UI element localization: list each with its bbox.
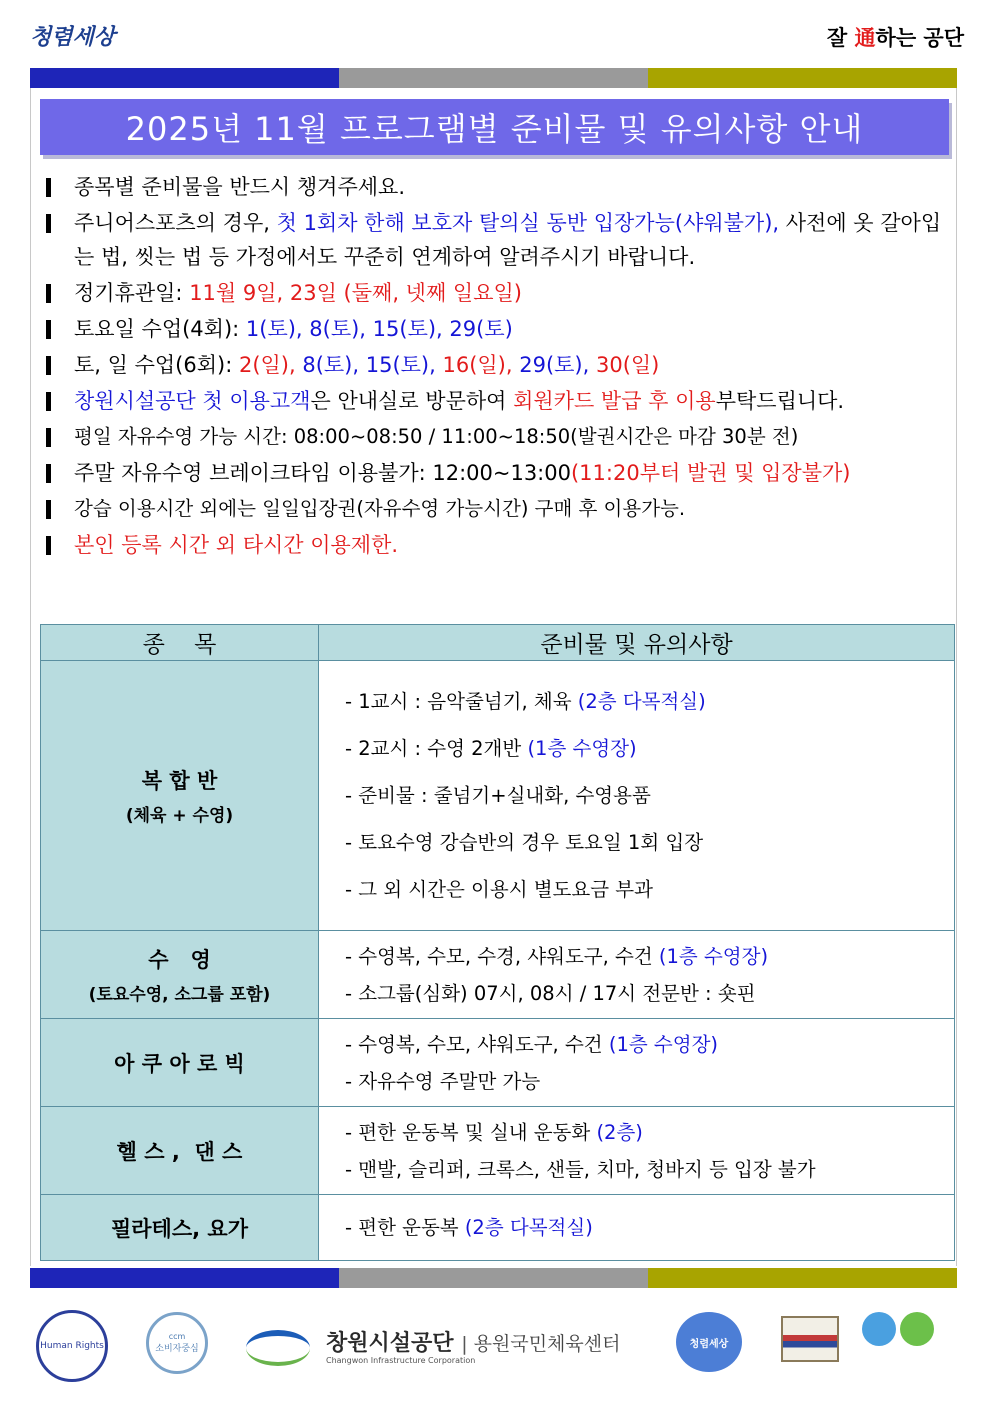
slogan-pre: 잘 [826, 26, 855, 50]
notice-text: 2(일), [238, 353, 303, 377]
program-name-cell [41, 661, 319, 931]
notice-item [44, 384, 944, 418]
detail-line [345, 1063, 953, 1100]
program-name-cell [41, 1195, 319, 1261]
integrity-badge-label: 청렴세상 [689, 1338, 729, 1350]
detail-location: (1층 수영장) [658, 944, 769, 968]
detail-location: (1층 수영장) [527, 737, 637, 760]
notice-text: 본인 등록 시간 외 타시간 이용제한. [74, 533, 399, 557]
header-details: 준비물 및 유의사항 [319, 625, 955, 661]
notice-text: 1(토), 8(토), 15(토), 29(토) [245, 317, 513, 341]
notice-text: 29(토), [519, 353, 596, 377]
detail-text: - 1교시 : 음악줄넘기, 체육 [345, 690, 578, 713]
detail-text: - 편한 운동복 및 실내 운동화 [345, 1120, 597, 1144]
detail-line [345, 1209, 953, 1246]
human-rights-badge [36, 1310, 108, 1382]
footer [0, 1300, 992, 1380]
detail-location: (1층 수영장) [608, 1032, 719, 1056]
notice-item [44, 420, 944, 454]
notice-item [44, 492, 944, 526]
notice-item [44, 170, 944, 204]
detail-text: - 맨발, 슬리퍼, 크록스, 샌들, 치마, 청바지 등 입장 불가 [345, 1157, 816, 1181]
notice-text: 주말 자유수영 브레이크타임 이용불가: 12:00~13:00 [74, 461, 571, 485]
detail-line [345, 1151, 953, 1188]
detail-line [345, 725, 953, 772]
notice-text: 은 안내실로 방문하여 [310, 389, 514, 413]
detail-text: - 수영복, 수모, 수경, 샤워도구, 수건 [345, 944, 659, 968]
org-name-block: 창원시설공단 | 용원국민체육센터 [326, 1331, 621, 1356]
slogan-highlight: 通 [854, 26, 876, 50]
integrity-badge [676, 1312, 742, 1372]
detail-line [345, 866, 953, 913]
notice-item [44, 206, 944, 274]
top-color-bar [30, 68, 957, 88]
table-row [41, 931, 955, 1019]
detail-line [345, 1114, 953, 1151]
detail-location: (2층 다목적실) [577, 690, 706, 713]
bottom-color-bar [30, 1268, 957, 1288]
program-details-cell [319, 1019, 955, 1107]
program-details-cell [319, 931, 955, 1019]
center-name: 용원국민체육센터 [473, 1333, 621, 1355]
notice-text: 회원카드 발급 후 이용 [513, 389, 716, 413]
detail-line [345, 975, 953, 1012]
program-name-cell [41, 1107, 319, 1195]
integrity-logo-text: 청렴세상 [30, 24, 116, 50]
detail-text: - 수영복, 수모, 샤워도구, 수건 [345, 1032, 609, 1056]
org-english-name: Changwon Infrastructure Corporation [326, 1356, 476, 1365]
table-row [41, 1019, 955, 1107]
table-row [41, 1195, 955, 1261]
program-name-cell [41, 1019, 319, 1107]
program-details-cell [319, 661, 955, 931]
table-row [41, 661, 955, 931]
notice-item [44, 276, 944, 310]
detail-line [345, 1026, 953, 1063]
page-title: 2025년 11월 프로그램별 준비물 및 유의사항 안내 [125, 110, 864, 148]
detail-text: - 소그룹(심화) 07시, 08시 / 17시 전문반 : 숏핀 [345, 981, 756, 1005]
program-name: 아 쿠 아 로 빅 [114, 1051, 245, 1076]
program-table [40, 624, 955, 1261]
detail-line [345, 938, 953, 975]
notice-text: 첫 1회차 한해 보호자 탈의실 동반 입장가능(샤워불가), [276, 211, 780, 235]
detail-text: - 자유수영 주말만 가능 [345, 1069, 541, 1093]
program-details-cell [319, 1195, 955, 1261]
mascot-blue-icon [862, 1312, 896, 1346]
program-name: 필라테스, 요가 [110, 1216, 248, 1241]
notice-text: 종목별 준비물을 반드시 챙겨주세요. [74, 175, 405, 199]
program-details-cell [319, 1107, 955, 1195]
mascot-green-icon [900, 1312, 934, 1346]
detail-text: - 그 외 시간은 이용시 별도요금 부과 [345, 878, 653, 901]
program-name-cell [41, 931, 319, 1019]
notice-item [44, 312, 944, 346]
notice-text: 주니어스포츠의 경우, [74, 211, 277, 235]
slogan-post: 하는 공단 [875, 26, 964, 50]
ccm-badge-top: ccm [168, 1332, 186, 1341]
notice-item [44, 456, 944, 490]
human-rights-badge-label: Human Rights [40, 1341, 104, 1351]
table-row [41, 1107, 955, 1195]
notice-text: 사전에 옷 갈아입는 법, 씻는 법 등 가정에서도 꾸준히 연계하여 알려주시기 바랍니다. [74, 211, 942, 269]
notice-text: 11월 9일, 23일 (둘째, 넷째 일요일) [189, 281, 522, 305]
notice-text: 부탁드립니다. [715, 389, 845, 413]
detail-text: - 2교시 : 수영 2개반 [345, 737, 528, 760]
integrity-logo [30, 20, 115, 51]
ccm-badge-label: 소비자중심 [155, 1344, 199, 1354]
notice-text: 30(일) [595, 353, 660, 377]
detail-line [345, 819, 953, 866]
notice-text: 강습 이용시간 외에는 일일입장권(자유수영 가능시간) 구매 후 이용가능. [74, 497, 686, 520]
notice-item [44, 528, 944, 562]
org-name: 창원시설공단 [326, 1331, 454, 1356]
notice-text: 평일 자유수영 가능 시간: 08:00~08:50 / 11:00~18:50(발권시간은 마감 30분 전) [74, 425, 799, 448]
title-banner [40, 99, 949, 155]
detail-line [345, 678, 953, 725]
notice-text: 창원시설공단 첫 이용고객 [74, 389, 311, 413]
detail-text: - 토요수영 강습반의 경우 토요일 1회 입장 [345, 831, 704, 854]
notice-text: 토요일 수업(4회): [74, 317, 246, 341]
certificate-icon [781, 1316, 839, 1362]
notice-text: 토, 일 수업(6회): [74, 353, 239, 377]
detail-location: (2층) [596, 1120, 643, 1144]
program-name: 복 합 반 [141, 769, 218, 793]
program-subtitle: (토요수영, 소그룹 포함) [88, 985, 271, 1005]
detail-text: - 준비물 : 줄넘기+실내화, 수영용품 [345, 784, 651, 807]
notice-item [44, 348, 944, 382]
notice-text: 16(일), [442, 353, 520, 377]
header-category: 종 목 [41, 625, 319, 661]
detail-location: (2층 다목적실) [464, 1216, 593, 1239]
program-name: 수 영 [148, 948, 211, 972]
notice-text: 8(토), 15(토), [302, 353, 443, 377]
detail-line [345, 772, 953, 819]
ccm-badge [146, 1312, 208, 1374]
detail-text: - 편한 운동복 [345, 1216, 465, 1239]
notice-text: 정기휴관일: [74, 281, 190, 305]
table-header-row [41, 625, 955, 661]
program-name: 헬 스 , 댄 스 [116, 1139, 243, 1164]
slogan [827, 22, 964, 52]
program-subtitle: (체육 + 수영) [125, 806, 234, 826]
org-emblem-icon [246, 1330, 310, 1366]
notice-text: (11:20부터 발권 및 입장불가) [570, 461, 851, 485]
notice-list [44, 170, 944, 564]
